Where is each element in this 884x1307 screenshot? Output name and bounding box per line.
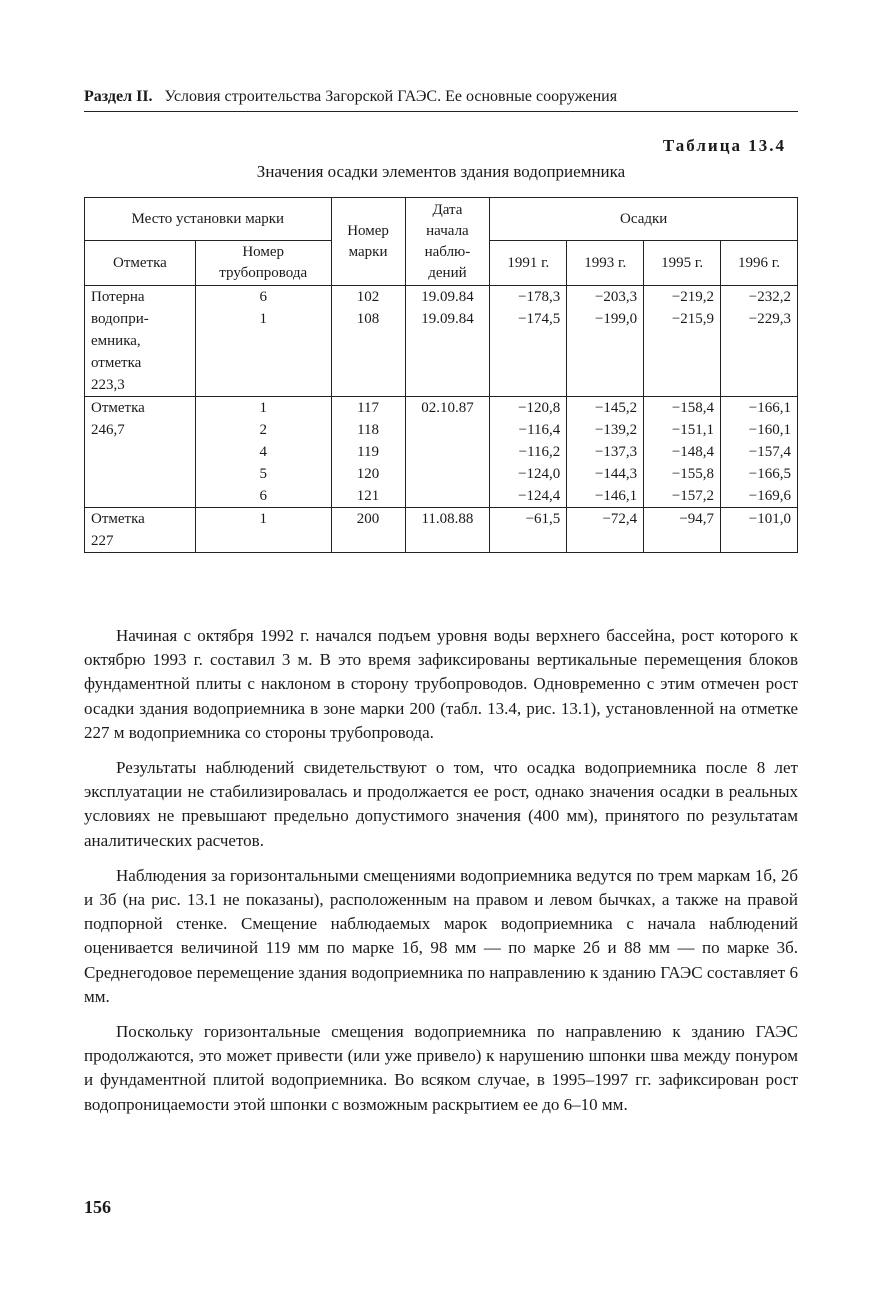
settlement-1996-cell: −101,0	[721, 508, 798, 553]
settlement-value: −116,4	[518, 422, 561, 438]
settlement-1991-cell	[490, 397, 567, 508]
pipe-value: 6	[259, 289, 267, 305]
paragraph: Результаты наблюдений свидетельствуют о том, что осадка водоприемника после 8 лет эксплуатации не стабилизировалась и продолжается ее рост, однако значения осадки в реальных условиях не превышают предельно допустимого значения (400 мм), принятого по результатам аналитических расчетов.	[84, 758, 798, 850]
table-row	[85, 286, 798, 397]
running-header	[84, 88, 798, 106]
place-line: Отметка	[91, 400, 145, 416]
mark-value: 121	[356, 488, 380, 504]
settlement-value: −215,9	[671, 311, 715, 327]
paragraph: Поскольку горизонтальные смещения водоприемника по направлению к зданию ГАЭС продолжаются, это может привести (или уже привело) к нарушению шпонки шва между понуром и фундаментной плитой водоприемника. Во всяком случае, в 1995–1997 гг. зафиксирован рост водопроницаемости этой шпонки с возможным раскрытием ее до 6–10 мм.	[84, 1022, 798, 1114]
pipe-cell	[195, 286, 331, 397]
settlement-value: −139,2	[594, 422, 638, 438]
settlement-value: −232,2	[748, 289, 791, 305]
settlement-1991-cell	[490, 286, 567, 397]
header-pipe-number: Номер трубопровода	[195, 241, 331, 286]
settlement-value: −199,0	[594, 311, 638, 327]
date-value: 19.09.84	[421, 311, 474, 327]
mark-value: 102	[356, 289, 380, 305]
settlement-value: −151,1	[671, 422, 715, 438]
settlement-1996-cell	[721, 397, 798, 508]
header-year-1996: 1996 г.	[721, 241, 798, 286]
settlement-value: −174,5	[518, 311, 561, 327]
header-year-1993: 1993 г.	[567, 241, 644, 286]
place-line: Отметка	[91, 511, 145, 527]
settlement-value: −166,5	[748, 466, 791, 482]
pipe-value: 1	[259, 400, 267, 416]
date-cell: 11.08.88	[405, 508, 490, 553]
settlement-value: −203,3	[594, 289, 638, 305]
settlement-value: −144,3	[594, 466, 638, 482]
settlement-value: −166,1	[748, 400, 791, 416]
settlement-value: −160,1	[748, 422, 791, 438]
header-start-date: Дата начала наблю-дений	[405, 198, 490, 286]
table-row	[85, 508, 798, 553]
settlement-value: −229,3	[748, 311, 791, 327]
settlement-value: −219,2	[671, 289, 715, 305]
place-line: 246,7	[91, 422, 125, 438]
mark-value: 108	[356, 311, 380, 327]
page-number: 156	[84, 1197, 111, 1217]
settlement-1991-cell: −61,5	[490, 508, 567, 553]
place-cell	[85, 286, 196, 397]
date-value: 02.10.87	[421, 400, 474, 416]
place-line: 227	[91, 533, 114, 549]
pipe-value: 5	[259, 466, 267, 482]
body-text	[84, 624, 798, 1128]
settlement-value: −124,4	[518, 488, 561, 504]
pipe-value: 4	[259, 444, 267, 460]
settlement-1995-cell: −94,7	[644, 508, 721, 553]
settlement-value: −120,8	[518, 400, 561, 416]
place-line: отметка	[91, 355, 142, 371]
mark-cell	[331, 286, 405, 397]
place-line: Потерна	[91, 289, 145, 305]
mark-cell	[331, 397, 405, 508]
mark-value: 120	[356, 466, 380, 482]
paragraph: Начиная с октября 1992 г. начался подъем уровня воды верхнего бассейна, рост которого к октябрю 1993 г. составил 3 м. В это время зафиксированы вертикальные перемещения блоков фундаментной плиты с наклоном в сторону трубопроводов. Одновременно с этим отмечен рост осадки здания водоприемника в зоне марки 200 (табл. 13.4, рис. 13.1), установленной на отметке 227 м водоприемника со стороны трубопровода.	[84, 626, 798, 742]
table-row	[85, 397, 798, 508]
mark-value: 117	[357, 400, 380, 416]
settlement-value: −157,4	[748, 444, 791, 460]
mark-value: 119	[357, 444, 380, 460]
settlement-table	[84, 197, 798, 553]
place-cell	[85, 397, 196, 508]
date-value: 19.09.84	[421, 289, 474, 305]
settlement-1993-cell: −72,4	[567, 508, 644, 553]
date-cell	[405, 286, 490, 397]
header-elevation: Отметка	[85, 241, 196, 286]
place-line: емника,	[91, 333, 141, 349]
header-rule	[84, 111, 798, 112]
header-place: Место установки марки	[85, 198, 332, 241]
settlement-1993-cell	[567, 286, 644, 397]
settlement-value: −155,8	[671, 466, 715, 482]
settlement-value: −169,6	[748, 488, 791, 504]
settlement-value: −124,0	[518, 466, 561, 482]
pipe-cell: 1	[195, 508, 331, 553]
settlement-value: −148,4	[671, 444, 715, 460]
place-line: водопри-	[91, 311, 149, 327]
settlement-1993-cell	[567, 397, 644, 508]
settlement-value: −158,4	[671, 400, 715, 416]
table-caption: Значения осадки элементов здания водоприемника	[256, 162, 626, 181]
section-label: Раздел II.	[84, 88, 153, 105]
date-cell	[405, 397, 490, 508]
place-cell	[85, 508, 196, 553]
paragraph: Наблюдения за горизонтальными смещениями водоприемника ведутся по трем маркам 1б, 2б и 3б (на рис. 13.1 не показаны), расположенным на правом и левом бычках, а также на правой подпорной стенке. Смещение наблюдаемых марок водоприемника с начала наблюдений оценивается величиной 119 мм по марке 1б, 98 мм — по марке 2б и 88 мм — по марке 3б. Среднегодовое перемещение здания водоприемника по направлению к зданию ГАЭС составляет 6 мм.	[84, 865, 798, 1006]
pipe-cell	[195, 397, 331, 508]
settlement-1995-cell	[644, 286, 721, 397]
header-mark-number: Номер марки	[331, 198, 405, 286]
settlement-1995-cell	[644, 397, 721, 508]
header-year-1995: 1995 г.	[644, 241, 721, 286]
settlement-value: −137,3	[594, 444, 638, 460]
settlement-value: −146,1	[594, 488, 638, 504]
pipe-value: 2	[259, 422, 267, 438]
pipe-value: 1	[259, 311, 267, 327]
mark-cell: 200	[331, 508, 405, 553]
settlement-1996-cell	[721, 286, 798, 397]
section-title: Условия строительства Загорской ГАЭС. Ее основные сооружения	[164, 88, 618, 105]
mark-value: 118	[357, 422, 380, 438]
header-year-1991: 1991 г.	[490, 241, 567, 286]
pipe-value: 6	[259, 488, 267, 504]
place-line: 223,3	[91, 377, 125, 393]
settlement-value: −145,2	[594, 400, 638, 416]
settlement-value: −157,2	[671, 488, 715, 504]
settlement-value: −116,2	[518, 444, 561, 460]
header-settlement: Осадки	[490, 198, 798, 241]
table-label: Таблица 13.4	[662, 136, 786, 155]
settlement-value: −178,3	[518, 289, 561, 305]
